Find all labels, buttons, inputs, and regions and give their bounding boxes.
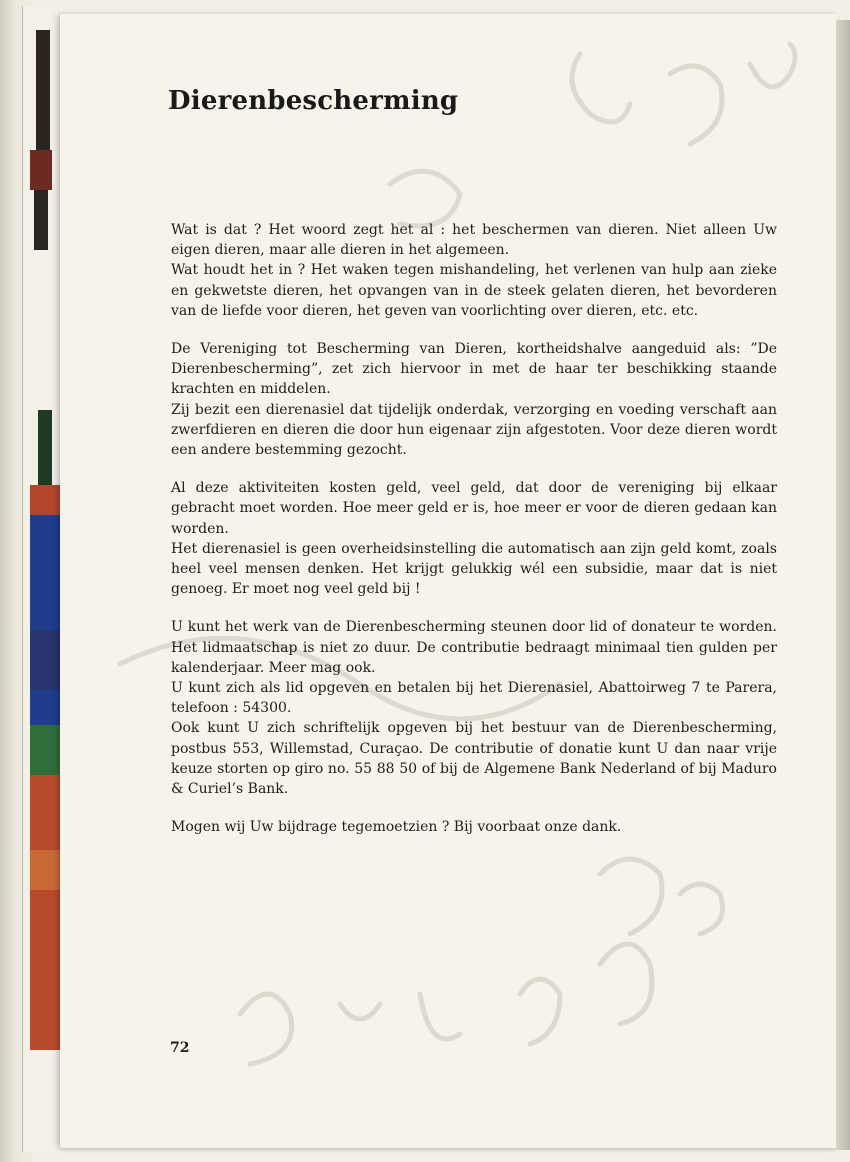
paragraph-gap [171, 321, 777, 339]
paragraph-gap [171, 460, 777, 478]
paragraph: Al deze aktiviteiten kosten geld, veel geld, dat door de vereniging bij elkaar gebracht moet worden. Hoe meer geld er is, hoe meer er voor de dieren gedaan kan worden. [171, 480, 777, 537]
paragraph-gap [171, 799, 777, 817]
paragraph: U kunt zich als lid opgeven en betalen bij het Dierenasiel, Abattoirweg 7 te Parera, telefoon : 54300. [171, 680, 777, 717]
paragraph: Wat houdt het in ? Het waken tegen mishandeling, het verlenen van hulp aan zieke en gekwetste dieren, het opvangen van in de steek gelaten dieren, het bevorderen van de liefde voor dieren, het geven van voorlichting over dieren, etc. etc. [171, 262, 777, 319]
paragraph: Wat is dat ? Het woord zegt het al : het beschermen van dieren. Niet alleen Uw eigen dieren, maar alle dieren in het algemeen. [171, 222, 777, 259]
paragraph: Het dierenasiel is geen overheidsinstelling die automatisch aan zijn geld komt, zoals heel veel mensen denken. Het krijgt gelukkig wél een subsidie, maar dat is niet genoeg. Er moet nog veel geld bij ! [171, 540, 777, 598]
paragraph: Mogen wij Uw bijdrage tegemoetzien ? Bij voorbaat onze dank. [171, 819, 622, 836]
paragraph: U kunt het werk van de Dierenbescherming steunen door lid of donateur te worden. Het lidmaatschap is niet zo duur. De contributie bedraagt minimaal tien gulden per kalenderjaar. Meer mag ook. [171, 619, 777, 676]
paragraph: Zij bezit een dierenasiel dat tijdelijk onderdak, verzorging en voeding verschaft aan zwerfdieren en dieren die door hun eigenaar zijn afgestoten. Voor deze dieren wordt een andere bestemming gezocht. [171, 401, 777, 459]
page-title: Dierenbescherming [168, 86, 459, 116]
paragraph: Ook kunt U zich schriftelijk opgeven bij het bestuur van de Dierenbescherming, postbus 553, Willemstad, Curaçao. De contributie of donatie kunt U dan naar vrije keuze storten op giro no. 55 88 50 of bij de Algemene Bank Nederland of bij Maduro & Curiel’s Bank. [171, 720, 777, 798]
cover-artwork-strip [30, 30, 62, 1050]
page-edge [836, 20, 850, 1150]
page-number: 72 [170, 1040, 190, 1056]
paragraph-gap [171, 599, 777, 617]
article-body [171, 220, 777, 837]
paragraph: De Vereniging tot Bescherming van Dieren, kortheidshalve aangeduid als: ”De Dierenbescherming”, zet zich hiervoor in met de haar ter beschikking staande krachten en middelen. [171, 341, 777, 398]
